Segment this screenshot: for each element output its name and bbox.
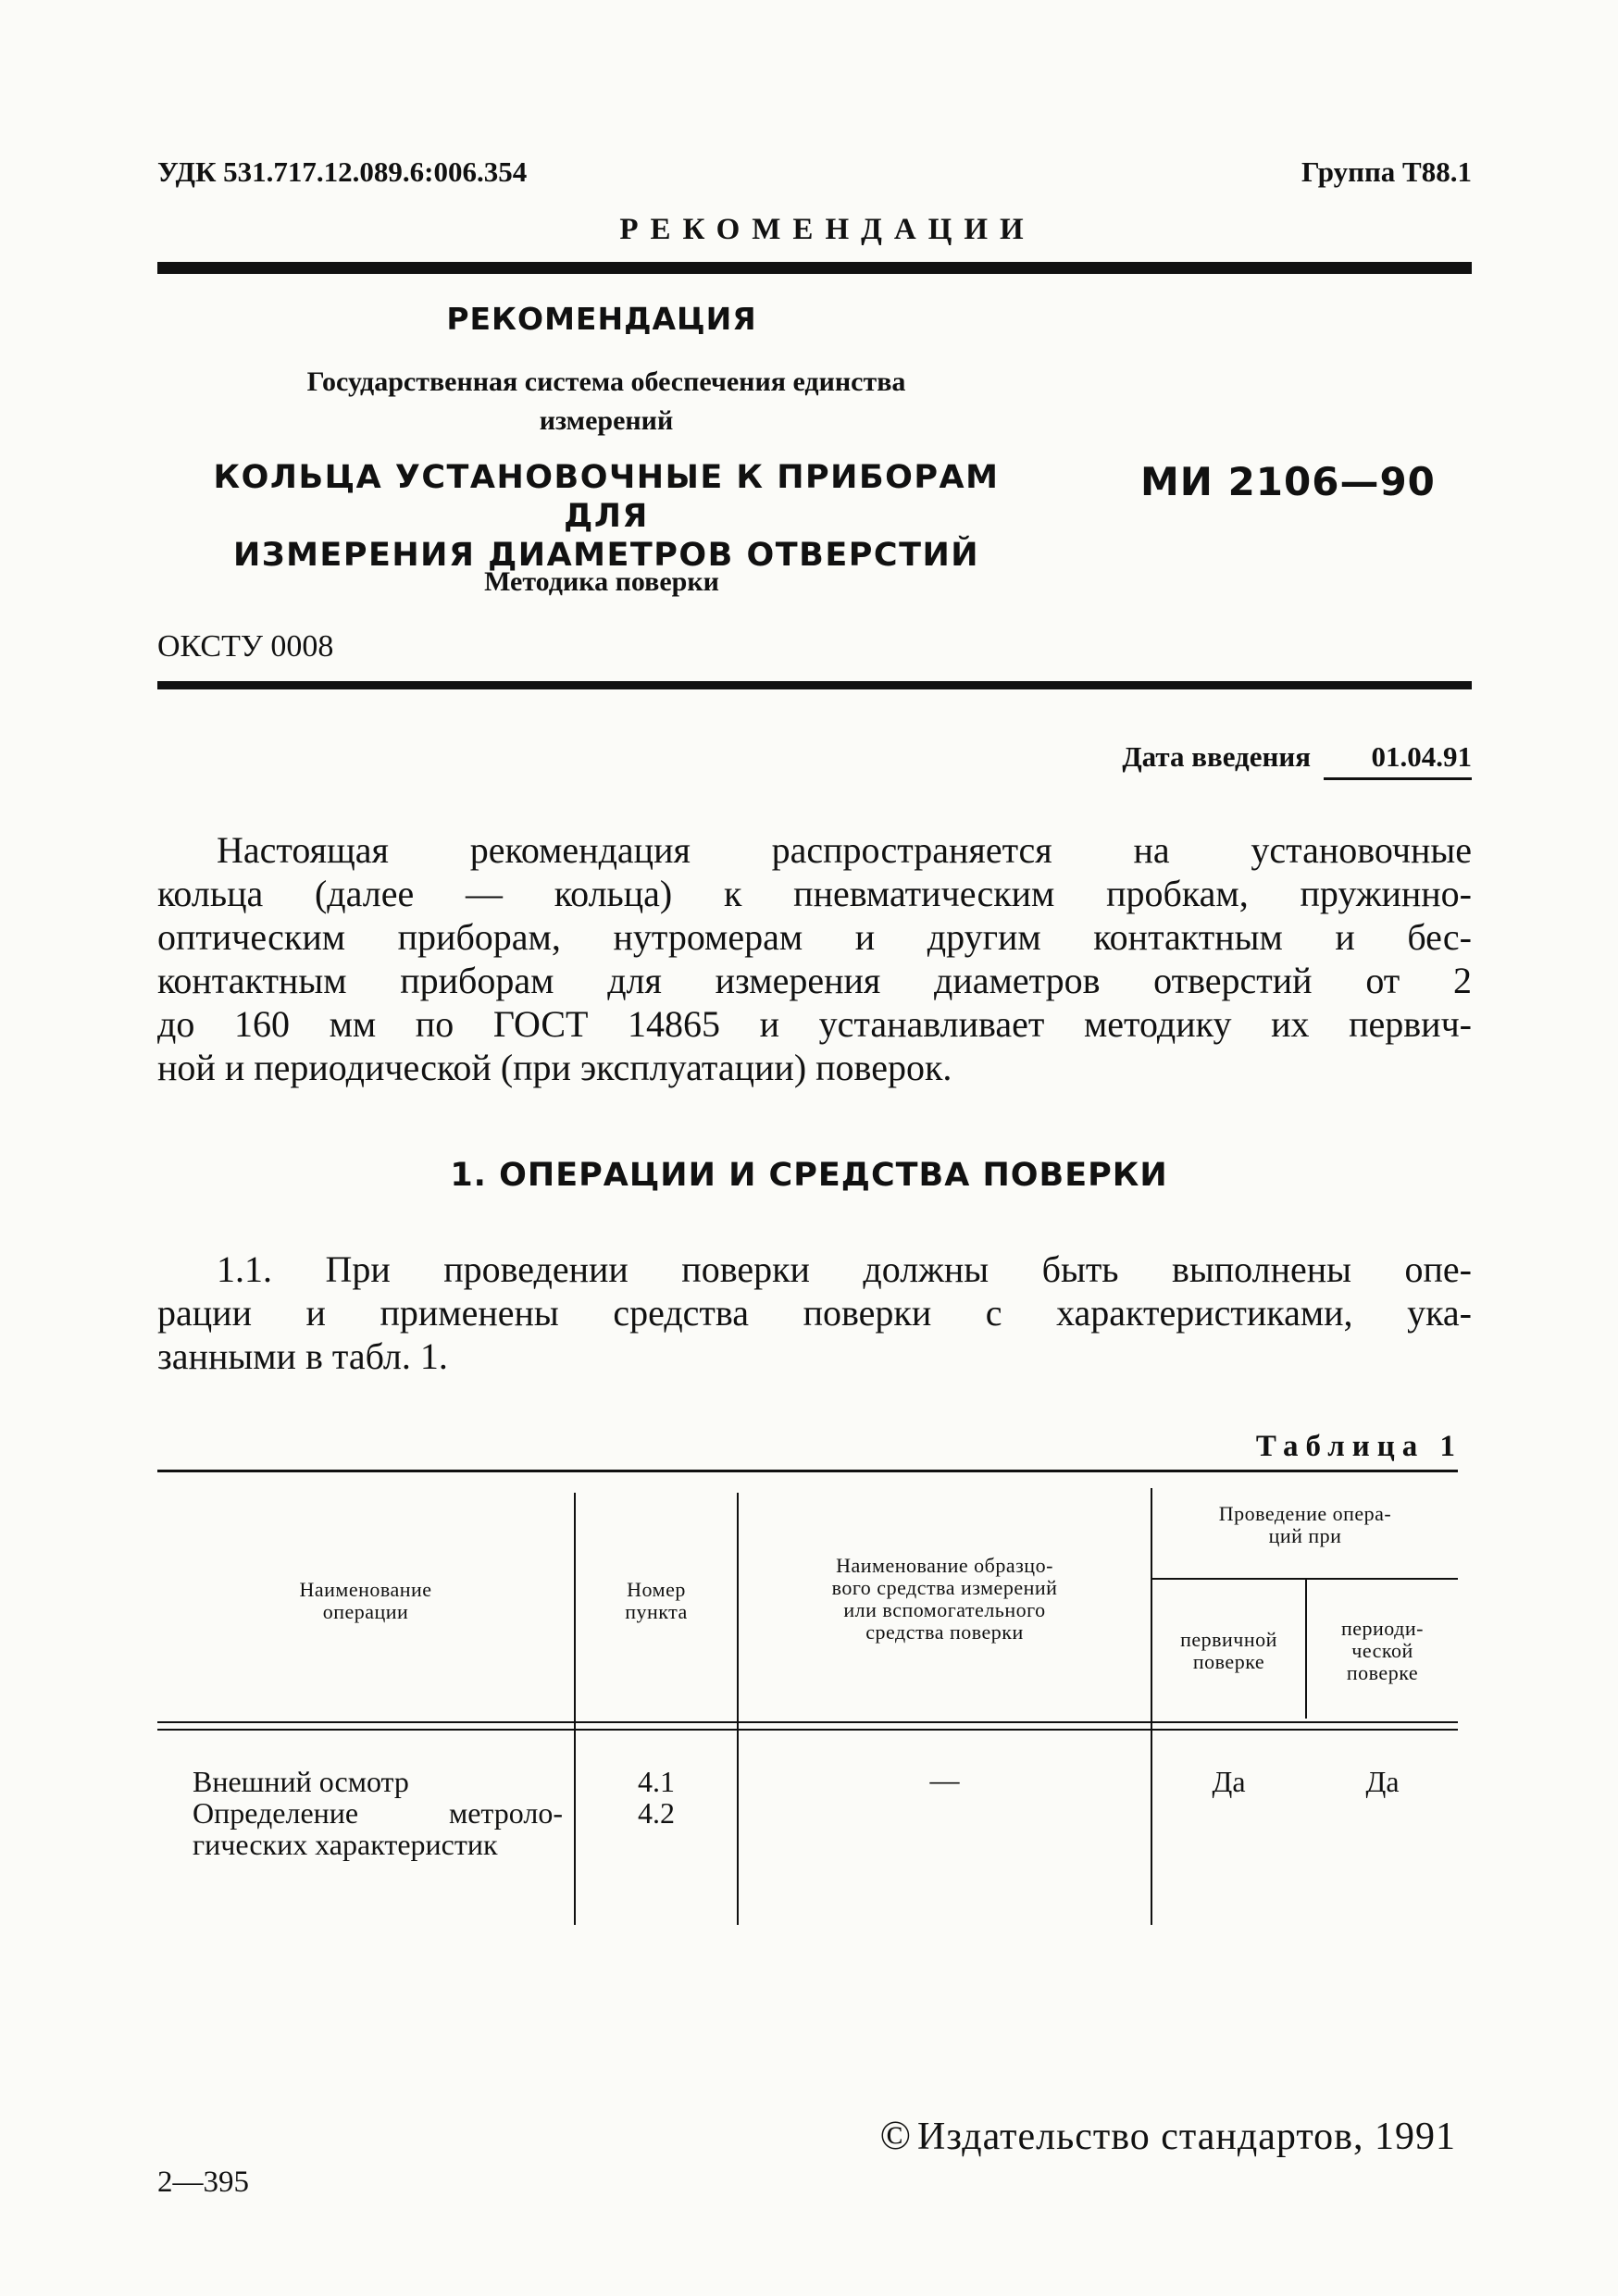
table-cell-means: —: [929, 1763, 960, 1796]
table-header-rule: [157, 1721, 1458, 1723]
paragraph-line: рации и применены средства поверки с характеристиками, ука-: [157, 1292, 1472, 1334]
header-text: первичной: [1180, 1628, 1277, 1651]
intro-paragraph: [157, 828, 1472, 1089]
effective-date-value: 01.04.91: [1324, 740, 1472, 780]
paragraph-line: кольца (далее — кольца) к пневматическим пробкам, пружинно-: [157, 873, 1472, 914]
paragraph-line: 1.1. При проведении поверки должны быть выполнены опе-: [217, 1248, 1472, 1290]
header-operation-name: [157, 1579, 574, 1623]
document-type: РЕКОМЕНДАЦИЯ: [446, 301, 757, 337]
table-cell-primary: Да: [1212, 1765, 1246, 1798]
header-text: ческой: [1351, 1639, 1413, 1662]
header-text: пункта: [625, 1600, 688, 1623]
series-title: РЕКОМЕНДАЦИИ: [619, 213, 1036, 246]
table-column-rule: [574, 1493, 576, 1925]
table-cell-operation: Внешний осмотр: [193, 1765, 409, 1798]
document-code: МИ 2106—90: [1140, 459, 1436, 504]
header-text: Наименование образцо-: [836, 1554, 1053, 1577]
header-text: операции: [322, 1600, 409, 1623]
copyright-text: Издательство стандартов, 1991: [917, 2116, 1456, 2158]
paragraph-line: оптическим приборам, нутромерам и другим контактным и бес-: [157, 916, 1472, 958]
header-item-number: [576, 1579, 737, 1623]
effective-date: [1122, 740, 1472, 780]
paragraph-line: контактным приборам для измерения диаметров отверстий от 2: [157, 960, 1472, 1001]
paragraph-line: занными в табл. 1.: [157, 1335, 448, 1377]
header-text: ций при: [1268, 1524, 1342, 1547]
section-heading: 1. ОПЕРАЦИИ И СРЕДСТВА ПОВЕРКИ: [450, 1157, 1168, 1194]
table-subheader-rule: [1151, 1578, 1458, 1580]
header-rule: [157, 262, 1472, 274]
table-cell-item-number: [576, 1766, 737, 1829]
header-periodic: [1307, 1618, 1458, 1684]
item-number: 4.1: [638, 1765, 675, 1798]
header-text: Проведение опера-: [1218, 1502, 1392, 1525]
paragraph-line: ной и периодической (при эксплуатации) поверок.: [157, 1047, 952, 1088]
section-paragraph: [157, 1247, 1472, 1378]
header-text: Номер: [627, 1578, 686, 1601]
document-title: [194, 458, 1018, 575]
group-code: Группа Т88.1: [1301, 155, 1472, 188]
system-name-line: Государственная система обеспечения единства: [306, 366, 906, 397]
header-text: Наименование: [299, 1578, 432, 1601]
paragraph-line: до 160 мм по ГОСТ 14865 и устанавливает методику их первич-: [157, 1003, 1472, 1045]
item-number: 4.2: [638, 1796, 675, 1830]
document-title-line: ИЗМЕРЕНИЯ ДИАМЕТРОВ ОТВЕРСТИЙ: [232, 537, 980, 574]
table-caption: Таблица 1: [1255, 1430, 1462, 1463]
system-name-line: измерений: [539, 405, 674, 436]
header-text: или вспомогательного: [843, 1598, 1046, 1621]
table-cell-operation: гических характеристик: [193, 1828, 498, 1861]
table-header-rule: [157, 1729, 1458, 1731]
header-text: поверке: [1192, 1650, 1265, 1673]
copyright: [880, 2112, 1456, 2159]
page-code: 2—395: [157, 2166, 249, 2199]
table-cell-operation: Определение метроло-: [193, 1796, 563, 1830]
header-text: периоди-: [1341, 1617, 1424, 1640]
table-row: [193, 1766, 563, 1860]
effective-date-label: Дата введения: [1122, 740, 1311, 773]
copyright-icon: ©: [879, 2113, 913, 2158]
system-name: [222, 363, 990, 441]
header-text: поверке: [1346, 1661, 1419, 1684]
table-1: [157, 1470, 1458, 1932]
okstu-code: ОКСТУ 0008: [157, 629, 334, 664]
document-title-line: КОЛЬЦА УСТАНОВОЧНЫЕ К ПРИБОРАМ ДЛЯ: [213, 459, 1000, 535]
document-subtitle: Методика поверки: [484, 566, 719, 597]
table-cell-periodic: Да: [1365, 1765, 1400, 1798]
title-rule: [157, 681, 1472, 689]
header-performed-at: [1152, 1503, 1458, 1547]
header-text: вого средства измерений: [831, 1576, 1058, 1599]
paragraph-line: Настоящая рекомендация распространяется на установочные: [217, 829, 1472, 871]
table-column-rule: [1151, 1488, 1152, 1925]
header-text: средства поверки: [865, 1620, 1024, 1644]
table-top-rule: [157, 1470, 1458, 1472]
header-measurement-means: [739, 1555, 1151, 1644]
udk-code: УДК 531.717.12.089.6:006.354: [157, 155, 528, 188]
header-primary: [1152, 1629, 1305, 1673]
